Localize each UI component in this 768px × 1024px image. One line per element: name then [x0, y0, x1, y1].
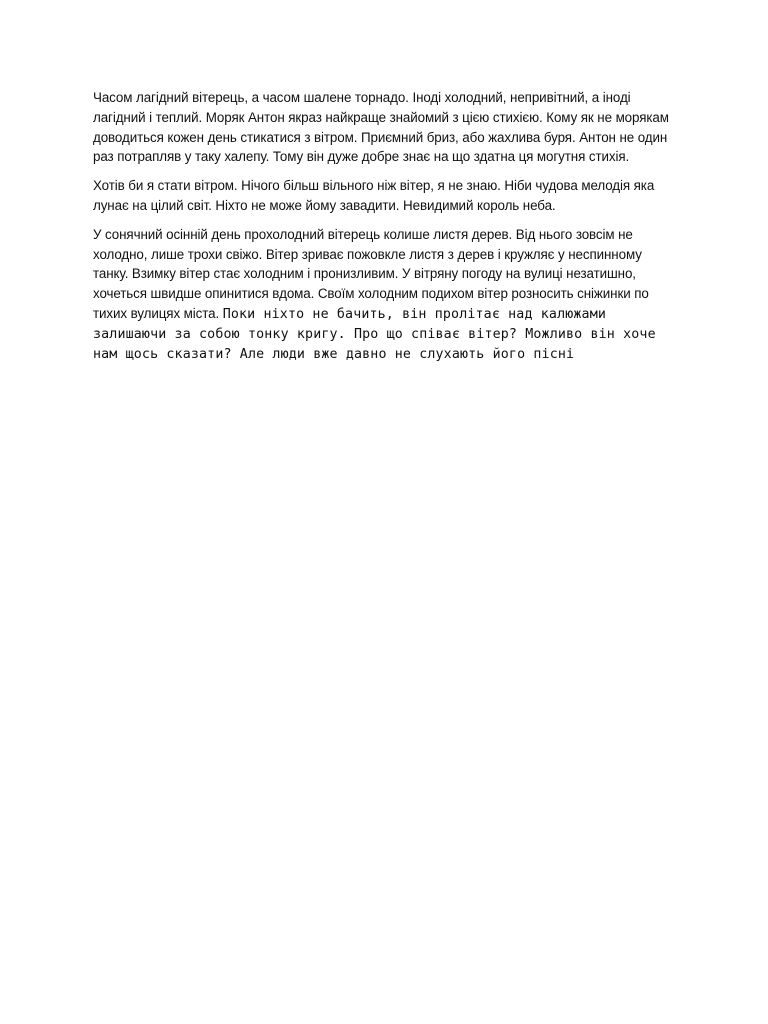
paragraph-3-monospace-text: Поки ніхто не бачить, він пролітає над калюжами залишаючи за собою тонку кригу. Про що співає вітер? Можливо він хоче нам щось сказати? Але люди вже давно не слухають його пісні [93, 306, 656, 362]
paragraph-2: Хотів би я стати вітром. Нічого більш вільного ніж вітер, я не знаю. Ніби чудова мелодія яка лунає на цілий світ. Ніхто не може йому завадити. Невидимий король неба. [93, 178, 655, 213]
paragraph-3 [93, 225, 678, 364]
document-body [93, 88, 678, 373]
paragraph-1: Часом лагідний вітерець, а часом шалене торнадо. Іноді холодний, непривітний, а іноді лагідний і теплий. Моряк Антон якраз найкраще знайомий з цією стихією. Кому як не морякам доводиться кожен день стикатися з вітром. Приємний бриз, або жахлива буря. Антон не один раз потрапляв у таку халепу. Тому він дуже добре знає на що здатна ця могутня стихія. [93, 90, 669, 165]
paragraph-3-text: У сонячний осінній день прохолодний вітерець колише листя дерев. Від нього зовсім не холодно, лише трохи свіжо. Вітер зриває пожовкле листя з дерев і кружляє у неспинному танку. Взимку вітер стає холодним і пронизливим. У вітряну погоду на вулиці незатишно, хочеться швидше опинитися вдома. Своїм холодним подихом вітер розносить сніжинки по тихих вулицях міста. [93, 226, 649, 321]
